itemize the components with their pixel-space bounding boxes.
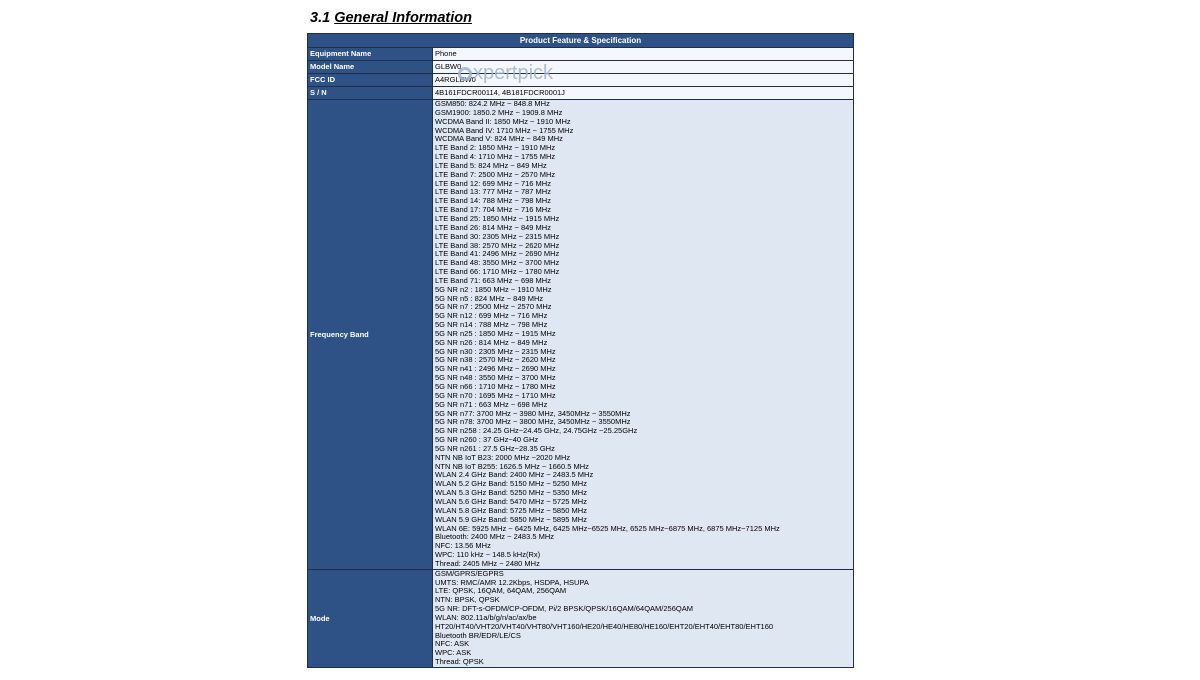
frequency-band-line: LTE Band 66: 1710 MHz ~ 1780 MHz: [435, 268, 560, 277]
frequency-band-line: LTE Band 7: 2500 MHz ~ 2570 MHz: [435, 170, 556, 179]
fcc-id-row: [308, 74, 853, 87]
frequency-band-line: 5G NR n25 : 1850 MHz ~ 1915 MHz: [435, 329, 556, 338]
section-number: 3.1: [310, 10, 331, 26]
frequency-band-line: WLAN 5.3 GHz Band: 5250 MHz ~ 5350 MHz: [435, 489, 587, 498]
section-heading: [310, 10, 472, 26]
frequency-band-line: LTE Band 26: 814 MHz ~ 849 MHz: [435, 223, 551, 232]
frequency-band-value: [433, 100, 853, 569]
frequency-band-line: 5G NR n261 : 27.5 GHz~28.35 GHz: [435, 444, 555, 453]
frequency-band-line: LTE Band 13: 777 MHz ~ 787 MHz: [435, 188, 551, 197]
frequency-band-line: LTE Band 71: 663 MHz ~ 698 MHz: [435, 276, 551, 285]
frequency-band-line: GSM1900: 1850.2 MHz ~ 1909.8 MHz: [435, 108, 563, 117]
equipment-name-label: Equipment Name: [308, 48, 433, 60]
mode-line: 5G NR: DFT-s-OFDM/CP-OFDM, Pi/2 BPSK/QPSK/16QAM/64QAM/256QAM: [435, 605, 693, 614]
frequency-band-line: 5G NR n30 : 2305 MHz ~ 2315 MHz: [435, 347, 556, 356]
frequency-band-line: Bluetooth: 2400 MHz ~ 2483.5 MHz: [435, 533, 555, 542]
table-header: Product Feature & Specification: [308, 34, 853, 48]
frequency-band-line: WLAN 5.6 GHz Band: 5470 MHz ~ 5725 MHz: [435, 497, 587, 506]
frequency-band-row: [308, 100, 853, 570]
serial-number-label: S / N: [308, 87, 433, 99]
mode-value: [433, 570, 853, 667]
frequency-band-line: 5G NR n26 : 814 MHz ~ 849 MHz: [435, 338, 548, 347]
frequency-band-line: WCDMA Band II: 1850 MHz ~ 1910 MHz: [435, 117, 571, 126]
frequency-band-line: WLAN 6E: 5925 MHz ~ 6425 MHz, 6425 MHz~6525 MHz, 6525 MHz~6875 MHz, 6875 MHz~7125 MHz: [435, 524, 780, 533]
mode-row: [308, 570, 853, 667]
model-name-row: [308, 61, 853, 74]
frequency-band-line: 5G NR n78: 3700 MHz ~ 3800 MHz, 3450MHz ~ 3550MHz: [435, 418, 631, 427]
model-name-value: GLBW0: [433, 61, 853, 73]
mode-line: HT20/HT40/VHT20/VHT40/VHT80/VHT160/HE20/HE40/HE80/HE160/EHT20/EHT40/EHT80/EHT160: [435, 622, 774, 631]
frequency-band-line: LTE Band 2: 1850 MHz ~ 1910 MHz: [435, 144, 556, 153]
frequency-band-line: LTE Band 25: 1850 MHz ~ 1915 MHz: [435, 214, 560, 223]
frequency-band-line: WLAN 2.4 GHz Band: 2400 MHz ~ 2483.5 MHz: [435, 471, 594, 480]
frequency-band-line: Thread: 2405 MHz ~ 2480 MHz: [435, 559, 540, 568]
frequency-band-line: LTE Band 14: 788 MHz ~ 798 MHz: [435, 197, 551, 206]
mode-line: UMTS: RMC/AMR 12.2Kbps, HSDPA, HSUPA: [435, 578, 589, 587]
frequency-band-line: LTE Band 5: 824 MHz ~ 849 MHz: [435, 161, 547, 170]
frequency-band-label: Frequency Band: [308, 100, 433, 569]
mode-label: Mode: [308, 570, 433, 667]
watermark-text: xpertpick: [473, 62, 554, 84]
frequency-band-line: LTE Band 38: 2570 MHz ~ 2620 MHz: [435, 241, 560, 250]
frequency-band-line: 5G NR n260 : 37 GHz~40 GHz: [435, 436, 539, 445]
serial-number-value: 4B161FDCR00114, 4B181FDCR0001J: [433, 87, 853, 99]
frequency-band-line: WLAN 5.8 GHz Band: 5725 MHz ~ 5850 MHz: [435, 506, 587, 515]
frequency-band-line: 5G NR n66 : 1710 MHz ~ 1780 MHz: [435, 383, 556, 391]
frequency-band-line: 5G NR n41 : 2496 MHz ~ 2690 MHz: [435, 365, 556, 374]
fcc-id-label: FCC ID: [308, 74, 433, 86]
frequency-band-line: LTE Band 12: 699 MHz ~ 716 MHz: [435, 179, 551, 188]
frequency-band-line: NTN NB IoT B255: 1626.5 MHz ~ 1660.5 MHz: [435, 462, 589, 471]
frequency-band-line: LTE Band 41: 2496 MHz ~ 2690 MHz: [435, 250, 560, 259]
mode-line: WPC: ASK: [435, 649, 472, 658]
frequency-band-line: WPC: 110 kHz ~ 148.5 kHz(Rx): [435, 551, 541, 560]
frequency-band-line: WLAN 5.9 GHz Band: 5850 MHz ~ 5895 MHz: [435, 515, 587, 524]
frequency-band-line: 5G NR n5 : 824 MHz ~ 849 MHz: [435, 294, 544, 303]
frequency-band-line: GSM850: 824.2 MHz ~ 848.8 MHz: [435, 100, 550, 108]
frequency-band-line: 5G NR n14 : 788 MHz ~ 798 MHz: [435, 321, 548, 330]
frequency-band-line: 5G NR n77: 3700 MHz ~ 3980 MHz, 3450MHz ~ 3550MHz: [435, 409, 631, 418]
frequency-band-line: 5G NR n2 : 1850 MHz ~ 1910 MHz: [435, 285, 552, 294]
frequency-band-line: 5G NR n70 : 1695 MHz ~ 1710 MHz: [435, 391, 556, 400]
frequency-band-line: WLAN 5.2 GHz Band: 5150 MHz ~ 5250 MHz: [435, 480, 587, 489]
mode-line: WLAN: 802.11a/b/g/n/ac/ax/be: [435, 613, 537, 622]
frequency-band-line: LTE Band 4: 1710 MHz ~ 1755 MHz: [435, 153, 556, 162]
equipment-name-row: [308, 48, 853, 61]
equipment-name-value: Phone: [433, 48, 853, 60]
serial-number-row: [308, 87, 853, 100]
frequency-band-line: 5G NR n38 : 2570 MHz ~ 2620 MHz: [435, 356, 556, 365]
mode-line: NTN: BPSK, QPSK: [435, 596, 500, 605]
frequency-band-line: LTE Band 17: 704 MHz ~ 716 MHz: [435, 206, 551, 215]
frequency-band-line: 5G NR n258 : 24.25 GHz~24.45 GHz, 24.75GHz ~25.25GHz: [435, 427, 638, 436]
frequency-band-line: LTE Band 48: 3550 MHz ~ 3700 MHz: [435, 259, 560, 268]
frequency-band-line: 5G NR n48 : 3550 MHz ~ 3700 MHz: [435, 374, 556, 383]
frequency-band-line: WCDMA Band V: 824 MHz ~ 849 MHz: [435, 135, 563, 144]
mode-line: NFC: ASK: [435, 640, 470, 649]
spec-table: [307, 33, 854, 668]
frequency-band-line: NTN NB IoT B23: 2000 MHz ~2020 MHz: [435, 453, 571, 462]
frequency-band-line: 5G NR n71 : 663 MHz ~ 698 MHz: [435, 400, 548, 409]
mode-line: Bluetooth BR/EDR/LE/CS: [435, 631, 521, 640]
frequency-band-line: NFC: 13.56 MHz: [435, 542, 491, 551]
frequency-band-line: 5G NR n12 : 699 MHz ~ 716 MHz: [435, 312, 548, 321]
section-title: General Information: [334, 10, 472, 26]
frequency-band-line: 5G NR n7 : 2500 MHz ~ 2570 MHz: [435, 303, 552, 312]
mode-line: GSM/GPRS/EGPRS: [435, 569, 504, 578]
mode-line: LTE: QPSK, 16QAM, 64QAM, 256QAM: [435, 587, 567, 596]
model-name-label: Model Name: [308, 61, 433, 73]
frequency-band-line: WCDMA Band IV: 1710 MHz ~ 1755 MHz: [435, 126, 574, 135]
fcc-id-value: A4RGLBW0: [433, 74, 853, 86]
mode-line: Thread: QPSK: [435, 658, 484, 667]
frequency-band-line: LTE Band 30: 2305 MHz ~ 2315 MHz: [435, 232, 560, 241]
